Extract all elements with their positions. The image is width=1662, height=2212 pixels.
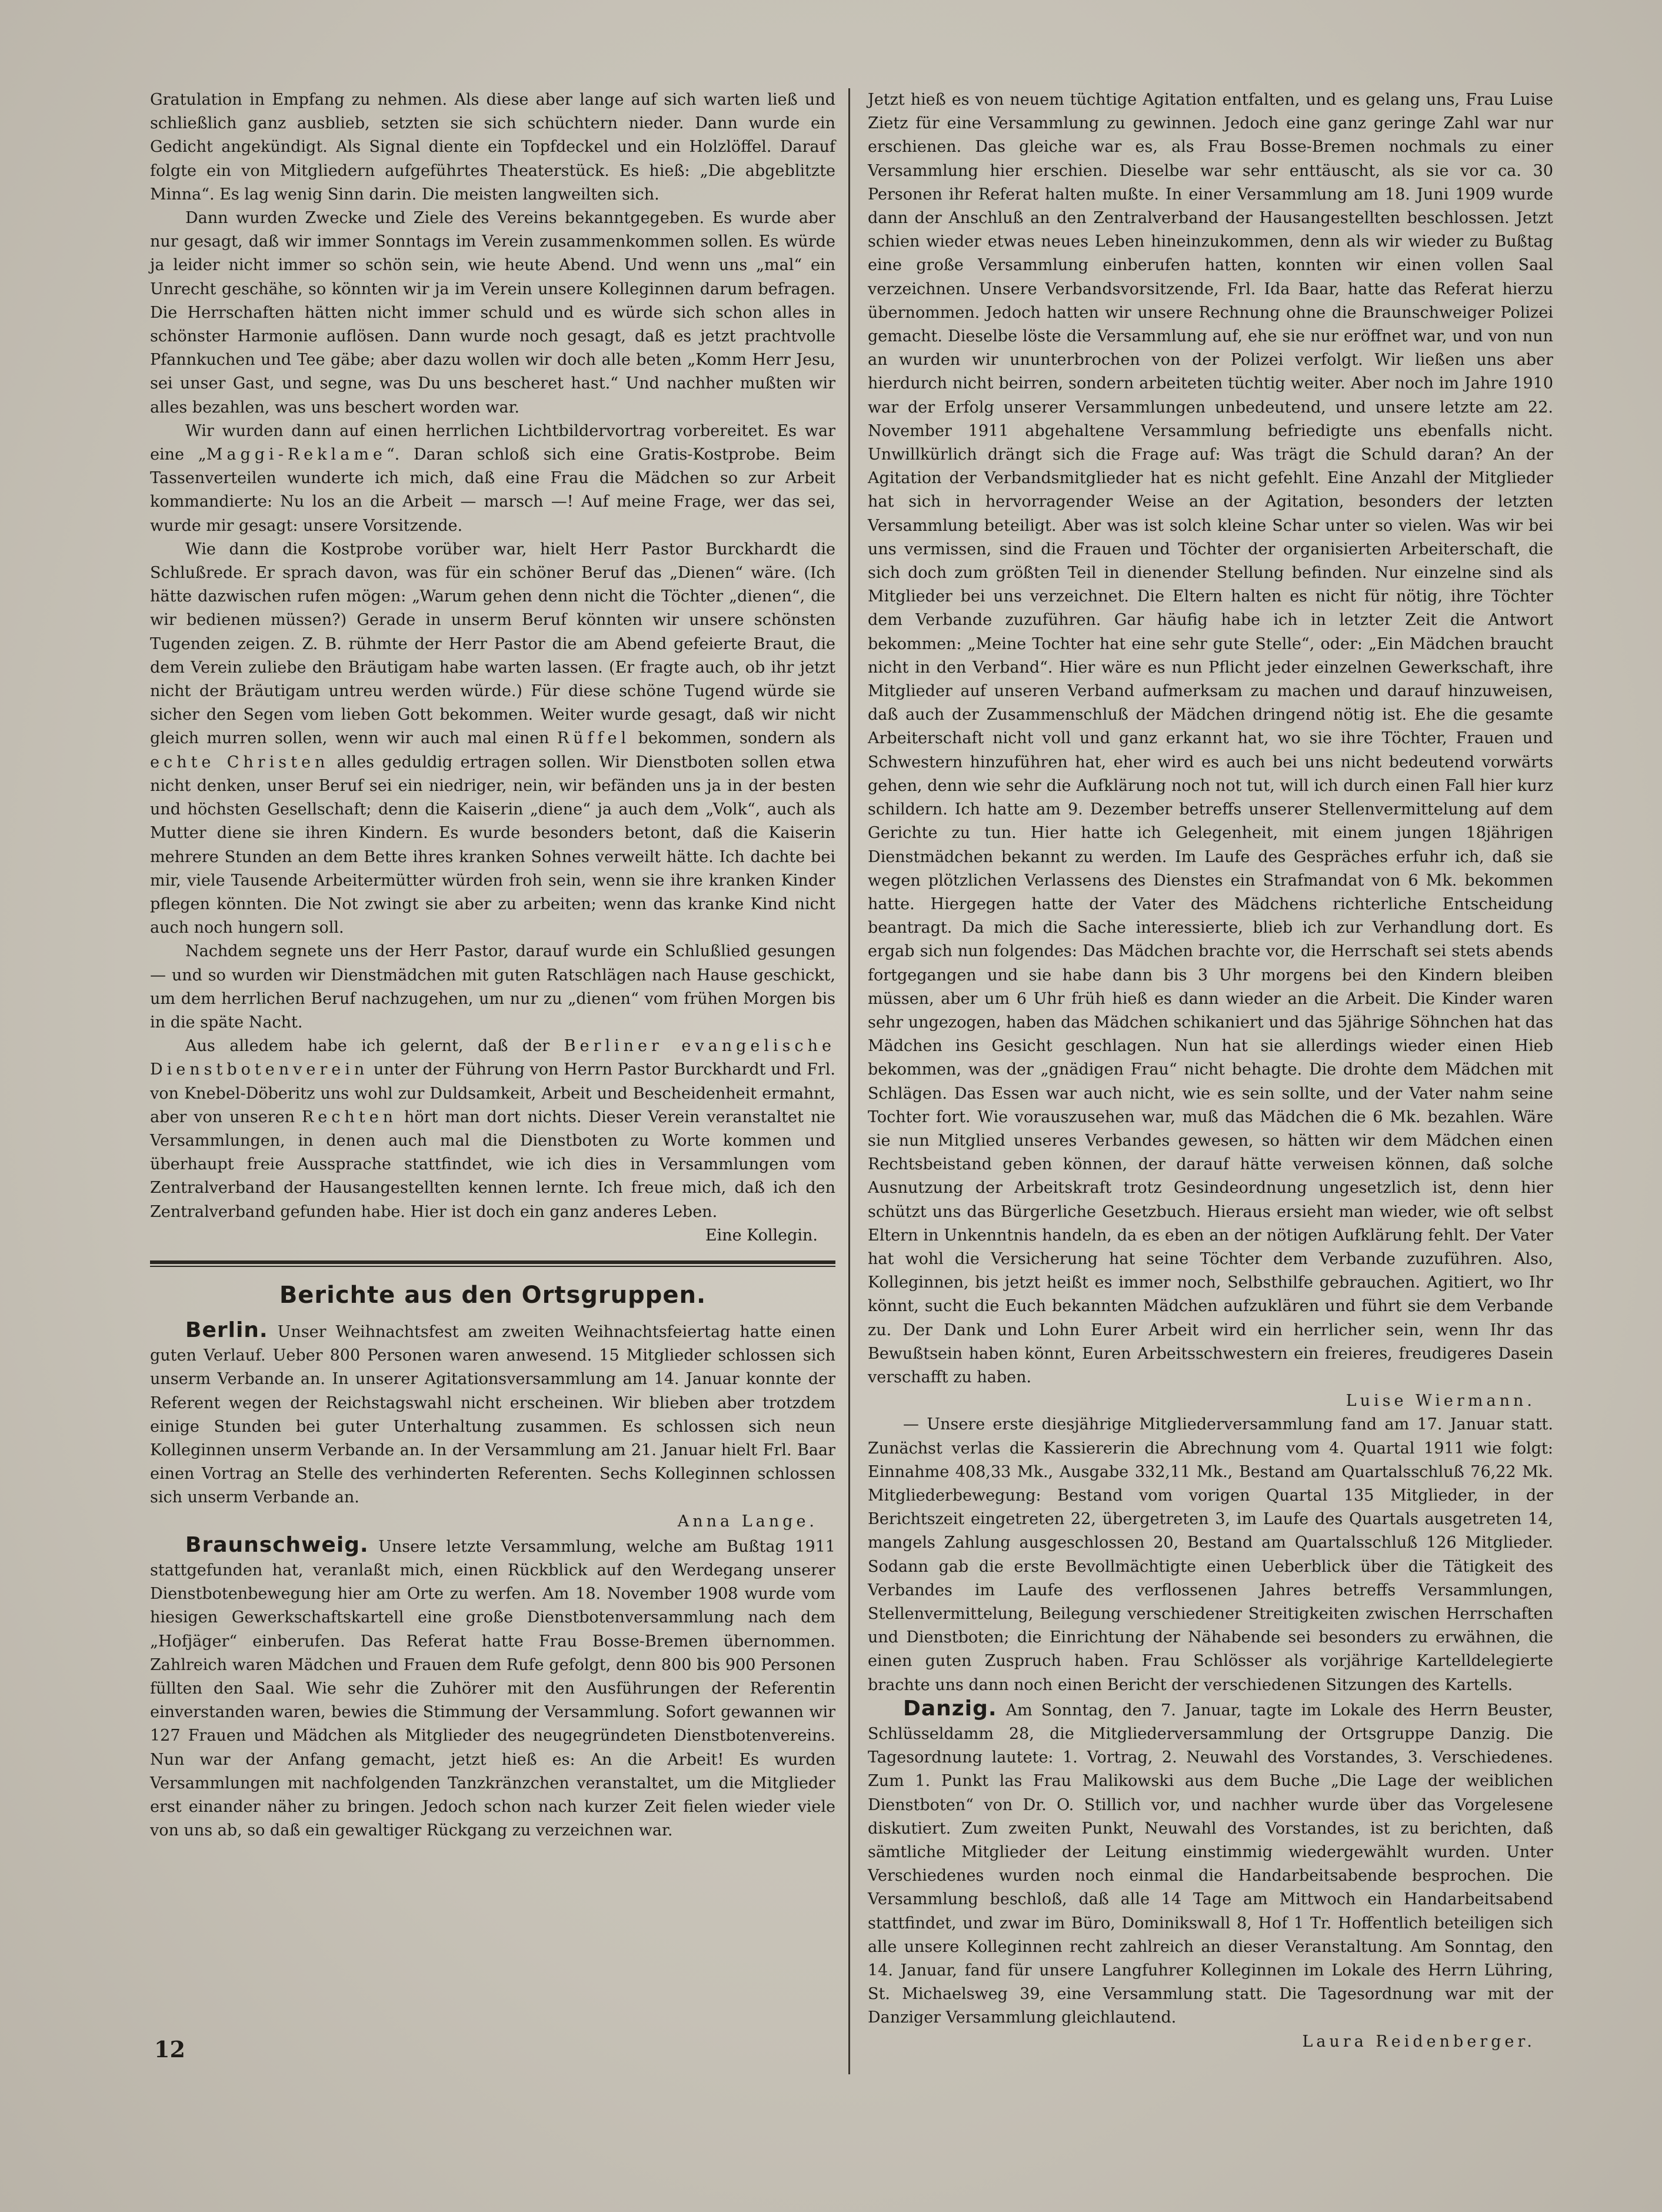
text-run: bekommen, sondern als bbox=[630, 729, 835, 748]
spaced-emphasis: echte Christen bbox=[150, 753, 329, 771]
report-text: Am Sonntag, den 7. Januar, tagte im Lokale des Herrn Beuster, Schlüsseldamm 28, die Mitgliederversammlung der Ortsgruppe Danzig. Die Tagesordnung lautete: 1. Vortrag, 2. Neuwahl des Vorstandes, 3. Verschiedenes. Zum 1. Punkt las Frau Malikowski aus dem Buche „Die Lage der weiblichen Dienstboten“ von Dr. O. Stillich vor, und nachher wurde über das Vorgelesene diskutiert. Zum zweiten Punkt, Neuwahl des Vorstandes, ist zu berichten, daß sämtliche Mitglieder der Leitung einstimmig wiedergewählt wurden. Unter Verschiedenes wurden noch einmal die Handarbeitsabende besprochen. Die Versammlung beschloß, daß alle 14 Tage am Mittwoch ein Handarbeitsabend stattfindet, und zwar im Büro, Dominikswall 8, Hof 1 Tr. Hoffentlich beteiligen sich alle unsere Kolleginnen recht zahlreich an dieser Veranstaltung. Am Sonntag, den 14. Januar, fand für unsere Langfuhrer Kolleginnen im Lokale des Herrn Lühring, St. Michaelsweg 39, eine Versammlung statt. Die Tagesordnung war mit der Danziger Versammlung gleichlautend. bbox=[868, 1701, 1553, 2027]
left-column bbox=[150, 88, 835, 1842]
spaced-emphasis: Rüffel bbox=[557, 729, 631, 748]
article-paragraph: Jetzt hieß es von neuem tüchtige Agitation entfalten, und es gelang uns, Frau Luise Zietz für eine Versammlung zu gewinnen. Jedoch eine ganz geringe Zahl war nur erschienen. Das gleiche war es, als Frau Bosse-Bremen nochmals zu einer Versammlung hier erschien. Dieselbe war sehr enttäuscht, als sie vor ca. 30 Personen ihr Referat halten mußte. In einer Versammlung am 18. Juni 1909 wurde dann der Anschluß an den Zentralverband der Hausangestellten beschlossen. Jetzt schien wieder etwas neues Leben hineinzukommen, denn als wir wieder zu Bußtag eine große Versammlung einberufen hatten, konnten wir einen vollen Saal verzeichnen. Unsere Verbandsvorsitzende, Frl. Ida Baar, hatte das Referat hierzu übernommen. Jedoch hatten wir unsere Rechnung ohne die Braunschweiger Polizei gemacht. Dieselbe löste die Versammlung auf, ehe sie nur eröffnet war, und von nun an wurden wir ununterbrochen von der Polizei verfolgt. Wir ließen uns aber hierdurch nicht beirren, sondern arbeiteten tüchtig weiter. Aber noch im Jahre 1910 war der Erfolg unserer Versammlungen unbedeutend, und unsere letzte am 22. November 1911 abgehaltene Versammlung befriedigte uns ebenfalls nicht. Unwillkürlich drängt sich die Frage auf: Was trägt die Schuld daran? An der Agitation der Verbandsmitglieder hat es nicht gefehlt. Eine Anzahl der Mitglieder hat sich in hervorragender Weise an der Agitation, besonders der letzten Versammlung beteiligt. Aber was ist solch kleine Schar unter so vielen. Was wir bei uns vermissen, sind die Frauen und Töchter der organisierten Arbeiterschaft, die sich doch zum größten Teil in dienender Stellung befinden. Nur einzelne sind als Mitglieder bei uns verzeichnet. Die Eltern halten es nicht für nötig, ihre Töchter dem Verbande zuzuführen. Gar häufig habe ich in letzter Zeit die Antwort bekommen: „Meine Tochter hat eine sehr gute Stelle“, oder: „Ein Mädchen braucht nicht in den Verband“. Hier wäre es nun Pflicht jeder einzelnen Gewerkschaft, ihre Mitglieder auf unseren Verband aufmerksam zu machen und darauf hinzuweisen, daß auch der Zusammenschluß der Mädchen dringend nötig ist. Ehe die gesamte Arbeiterschaft nicht voll und ganz erkannt hat, wo sie ihre Töchter, Frauen und Schwestern hinzuführen hat, eher wird es auch bei uns nicht bedeutend vorwärts gehen, denn wie sehr die Aufklärung noch not tut, will ich durch einen Fall hier kurz schildern. Ich hatte am 9. Dezember betreffs unserer Stellenvermittelung auf dem Gerichte zu tun. Hier hatte ich Gelegenheit, mit einem jungen 18jährigen Dienstmädchen bekannt zu werden. Im Laufe des Gespräches erfuhr ich, daß sie wegen plötzlichen Verlassens des Dienstes ein Strafmandat von 6 Mk. bekommen hatte. Hiergegen hatte der Vater des Mädchens richterliche Entscheidung beantragt. Da mich die Sache interessierte, blieb ich zur Verhandlung dort. Es ergab sich nun folgendes: Das Mädchen brachte vor, die Herrschaft sei stets abends fortgegangen und sie habe dann bis 3 Uhr morgens bei den Kindern bleiben müssen, aber um 6 Uhr früh hieß es dann wieder an die Arbeit. Die Kinder waren sehr ungezogen, haben das Mädchen schikaniert und das 5jährige Söhnchen hat das Mädchen ins Gesicht geschlagen. Nun hat sie allerdings wieder einen Hieb bekommen, was der „gnädigen Frau“ nicht behagte. Die drohte dem Mädchen mit Schlägen. Das Essen war auch nicht, wie es sein sollte, und der Vater nahm seine Tochter fort. Wie vorauszusehen war, muß das Mädchen die 6 Mk. bezahlen. Wäre sie nun Mitglied unseres Verbandes gewesen, so hätten wir dem Mädchen einen Rechtsbeistand geben können, der darauf hätte verweisen können, daß solche Ausnutzung der Arbeitskraft trotz Gesindeordnung ungesetzlich ist, denn hier schützt uns das Bürgerliche Gesetzbuch. Hieraus ersieht man wieder, wie oft selbst Eltern in Unkenntnis handeln, da es eben an der nötigen Aufklärung fehlt. Der Vater hat wohl die Versicherung hat seine Töchter dem Verbande zuzuführen. Also, Kolleginnen, bis jetzt heißt es immer noch, Selbsthilfe gebrauchen. Agitiert, wo Ihr könnt, sucht die Euch bekannten Mädchen aufzuklären und führt sie dem Verbande zu. Der Dank und Lohn Eurer Arbeit wird ein herrlicher sein, wenn Ihr das Bewußtsein haben könnt, Euren Arbeitsschwestern ein freieres, freudigeres Dasein verschafft zu haben. bbox=[868, 91, 1553, 1386]
report-text: Unsere letzte Versammlung, welche am Bußtag 1911 stattgefunden hat, veranlaßt mich, einen Rückblick auf den Werdegang unserer Dienstbotenbewegung hier am Orte zu werfen. Am 18. November 1908 wurde vom hiesigen Gewerkschaftskartell eine große Dienstbotenversammlung nach dem „Hofjäger“ einberufen. Das Referat hatte Frau Bosse-Bremen übernommen. Zahlreich waren Mädchen und Frauen dem Rufe gefolgt, denn 800 bis 900 Personen füllten den Saal. Wie sehr die Zuhörer mit den Ausführungen der Referentin einverstanden waren, bewies die Stimmung der Versammlung. Sofort gewannen wir 127 Frauen und Mädchen als Mitglieder des neugegründeten Dienstbotenvereins. Nun war der Anfang gemacht, jetzt hieß es: An die Arbeit! Es wurden Versammlungen mit nachfolgenden Tanzkränzchen veranstaltet, um die Mitglieder erst einander näher zu bringen. Jedoch schon nach kurzer Zeit fielen wieder viele von uns ab, so daß ein gewaltiger Rückgang zu verzeichnen war. bbox=[150, 1537, 835, 1840]
place-heading: Berlin. bbox=[185, 1318, 268, 1342]
article-paragraph bbox=[150, 420, 835, 538]
text-run: “. Daran schloß sich eine Gratis-Kostprobe. Beim Tassenverteilen wunderte ich mich, daß eine Frau die Mädchen so zur Arbeit kommandierte: Nu los an die Arbeit — marsch —! Auf meine Frage, wer das sei, wurde mir gesagt: unsere Vorsitzende. bbox=[150, 445, 835, 535]
column-divider bbox=[848, 88, 850, 2074]
section-divider bbox=[150, 1260, 835, 1267]
article-paragraph bbox=[150, 1035, 835, 1224]
right-column bbox=[868, 88, 1553, 2054]
text-run: Wir wurden dann auf einen herrlichen Lichtbildervortrag vorbereitet. Es war eine „ bbox=[150, 421, 835, 464]
spaced-emphasis: Rechten bbox=[301, 1107, 397, 1126]
section-title: Berichte aus den Ortsgruppen. bbox=[279, 1281, 707, 1309]
spaced-emphasis: Berliner evangelische Dienstbotenverein bbox=[150, 1037, 836, 1079]
report-signature: Anna Lange. bbox=[677, 1512, 818, 1531]
spaced-emphasis: Maggi-Reklame bbox=[206, 445, 387, 464]
article-paragraph: Gratulation in Empfang zu nehmen. Als diese aber lange auf sich warten ließ und schließlich ganz ausblieb, setzten sie sich schüchtern nieder. Dann wurde ein Gedicht angekündigt. Als Signal diente ein Topfdeckel und ein Holzlöffel. Darauf folgte ein von Mitgliedern aufgeführtes Theaterstück. Es hieß: „Die abgeblitzte Minna“. Es lag wenig Sinn darin. Die meisten langweilten sich. bbox=[150, 91, 835, 204]
report-signature: Luise Wiermann. bbox=[1345, 1392, 1536, 1411]
place-heading: Danzig. bbox=[903, 1696, 997, 1721]
article-signature: Eine Kollegin. bbox=[705, 1226, 818, 1245]
text-run: alles geduldig ertragen sollen. Wir Dienstboten sollen etwa nicht denken, unser Beruf sei ein niedriger, nein, wir befänden uns ja in der besten und höchsten Gesellschaft; denn die Kaiserin „diene“ ja auch dem „Volk“, auch als Mutter diene sie ihren Kindern. Es wurde besonders betont, daß die Kaiserin mehrere Stunden an dem Bette ihres kranken Sohnes verweilt hätte. Ich dachte bei mir, viele Tausende Arbeitermütter würden froh sein, wenn sie ihre kranken Kinder pflegen könnten. Die Not zwingt sie aber zu arbeiten; wenn das kranke Kind nicht auch noch hungern soll. bbox=[150, 753, 835, 937]
article-paragraph: Nachdem segnete uns der Herr Pastor, darauf wurde ein Schlußlied gesungen — und so wurden wir Dienstmädchen mit guten Ratschlägen nach Hause geschickt, um dem herrlichen Beruf nachzugehen, um nur zu „dienen“ vom frühen Morgen bis in die späte Nacht. bbox=[150, 942, 835, 1032]
text-run: hört man dort nichts. Dieser Verein veranstaltet nie Versammlungen, in denen auch mal die Dienstboten zu Worte kommen und überhaupt freie Aussprache stattfindet, wie ich dies in Versammlungen vom Zentralverband der Hausangestellten kennen lernte. Ich freue mich, daß ich den Zentralverband gefunden habe. Hier ist doch ein ganz anderes Leben. bbox=[150, 1107, 835, 1221]
article-paragraph: — Unsere erste diesjährige Mitgliederversammlung fand am 17. Januar statt. Zunächst verlas die Kassiererin die Abrechnung vom 4. Quartal 1911 wie folgt: Einnahme 408,33 Mk., Ausgabe 332,11 Mk., Bestand am Quartalsschluß 76,22 Mk. Mitgliederbewegung: Bestand vom vorigen Quartal 135 Mitglieder, in der Berichtszeit eingetreten 22, übergetreten 3, im Laufe des Quartals ausgetreten 14, mangels Zahlung ausgeschlossen 20, Bestand am Quartalsschluß 126 Mitglieder. Sodann gab die erste Bevollmächtigte einen Ueberblick über die Tätigkeit des Verbandes im Laufe des verflossenen Jahres betreffs Versammlungen, Stellenvermittelung, Beilegung verschiedener Streitigkeiten zwischen Herrschaften und Dienstboten; die Einrichtung der Nähabende sei besonders zu erwähnen, die einen guten Zuspruch haben. Frau Schlösser als vorjährige Kartelldelegierte brachte uns dann noch einen Bericht der verschiedenen Sitzungen des Kartells. bbox=[868, 1415, 1553, 1694]
text-run: unter der Führung von Herrn Pastor Burckhardt und Frl. von Knebel-Döberitz uns wohl zur Duldsamkeit, Arbeit und Bescheidenheit ermahnt, aber von unseren bbox=[150, 1060, 835, 1126]
article-paragraph bbox=[150, 538, 835, 940]
report-text: Unser Weihnachtsfest am zweiten Weihnachtsfeiertag hatte einen guten Verlauf. Ueber 800 Personen waren anwesend. 15 Mitglieder schlossen sich unserm Verbande an. In unserer Agitationsversammlung am 14. Januar konnte der Referent wegen der Reichstagswahl nicht erscheinen. Wir blieben aber trotzdem einige Stunden bei guter Unterhaltung zusammen. Es schlossen sich neun Kolleginnen unserm Verbande an. In der Versammlung am 21. Januar hielt Frl. Baar einen Vortrag an Stelle des verhinderten Referenten. Sechs Kolleginnen schlossen sich unserm Verbande an. bbox=[150, 1322, 835, 1507]
report-danzig bbox=[868, 1697, 1553, 2030]
place-heading: Braunschweig. bbox=[185, 1532, 369, 1557]
text-run: Wie dann die Kostprobe vorüber war, hielt Herr Pastor Burckhardt die Schlußrede. Er sprach davon, was für ein schöner Beruf das „Dienen“ wäre. (Ich hätte dazwischen rufen mögen: „Warum gehen denn nicht die Töchter „dienen“, die wir bedienen müssen?) Gerade in unserm Beruf könnten wir unsere schönsten Tugenden zeigen. Z. B. rühmte der Herr Pastor die am Abend gefeierte Braut, die dem Verein zuliebe den Bräutigam habe warten lassen. (Er fragte auch, ob ihr jetzt nicht der Bräutigam untreu werden würde.) Für diese schöne Tugend würde sie sicher den Segen vom lieben Gott bekommen. Weiter wurde gesagt, daß wir nicht gleich murren sollen, wenn wir auch mal einen bbox=[150, 540, 835, 748]
report-signature: Laura Reidenberger. bbox=[1302, 2032, 1536, 2051]
report-berlin bbox=[150, 1319, 835, 1510]
article-paragraph: Dann wurden Zwecke und Ziele des Vereins bekanntgegeben. Es wurde aber nur gesagt, daß wir immer Sonntags im Verein zusammenkommen sollen. Es würde ja leider nicht immer so schön sein, wie heute Abend. Und wenn uns „mal“ ein Unrecht geschähe, so könnten wir ja im Verein unsere Kolleginnen darum befragen. Die Herrschaften hätten nicht immer schuld und es würde sich schon alles in schönster Harmonie auflösen. Dann wurde noch gesagt, daß es jetzt prachtvolle Pfannkuchen und Tee gäbe; aber dazu wollen wir doch alle beten „Komm Herr Jesu, sei unser Gast, und segne, was Du uns bescheret hast.“ Und nachher mußten wir alles bezahlen, was uns beschert worden war. bbox=[150, 209, 835, 417]
text-run: Aus alledem habe ich gelernt, daß der bbox=[185, 1037, 564, 1056]
report-braunschweig bbox=[150, 1534, 835, 1843]
page-number: 12 bbox=[154, 2036, 185, 2063]
